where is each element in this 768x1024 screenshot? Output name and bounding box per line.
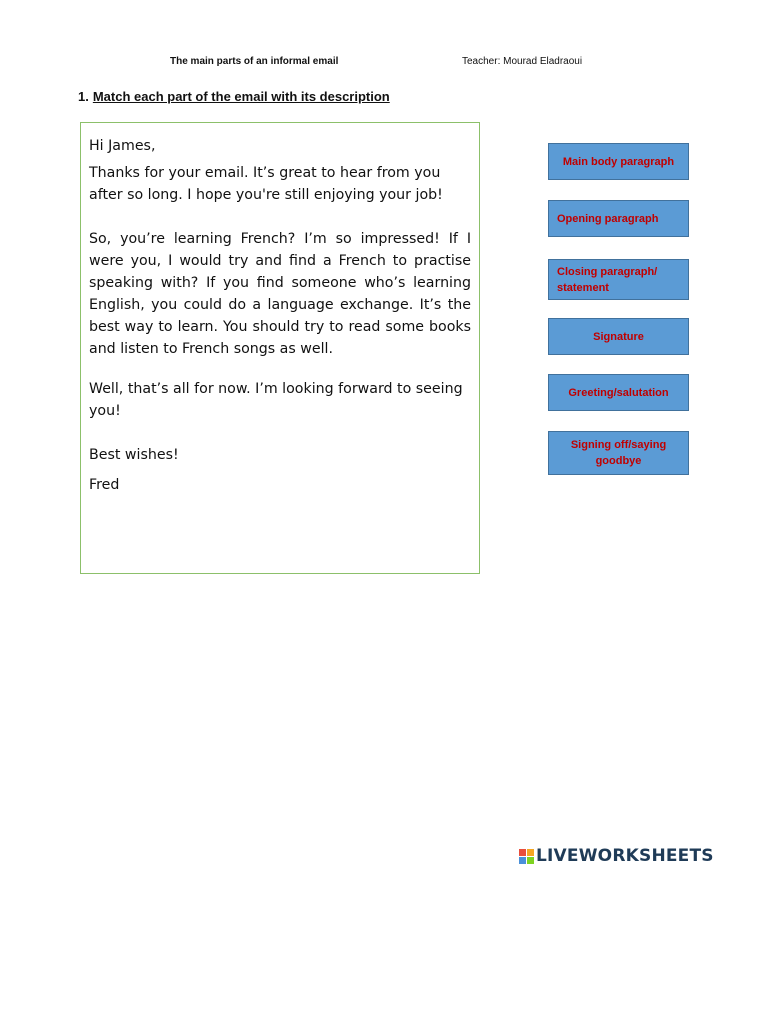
email-signature: Fred (89, 477, 120, 493)
email-closing-paragraph: Well, that’s all for now. I’m looking forward to seeing you! (89, 381, 463, 419)
email-greeting: Hi James, (89, 138, 156, 154)
liveworksheets-logo-text: LIVEWORKSHEETS (536, 846, 714, 866)
card-closing-paragraph[interactable]: Closing paragraph/ statement (548, 259, 689, 300)
email-opening-paragraph: Thanks for your email. It’s great to hear from you after so long. I hope you're still enjoying your job! (89, 165, 443, 203)
logo-square-3 (519, 857, 526, 864)
logo-square-4 (527, 857, 534, 864)
email-sign-off: Best wishes! (89, 447, 179, 463)
liveworksheets-logo (519, 846, 714, 866)
logo-square-2 (527, 849, 534, 856)
instruction (78, 89, 390, 104)
card-opening-paragraph[interactable]: Opening paragraph (548, 200, 689, 237)
liveworksheets-logo-icon (519, 849, 534, 864)
email-main-body-paragraph: So, you’re learning French? I’m so impressed! If I were you, I would try and find a French to practise speaking with? If you find someone who’s learning English, you could do a language exchange. It’s the best way to learn. You should try to read some books and listen to French songs as well. (89, 231, 471, 357)
card-signature[interactable]: Signature (548, 318, 689, 355)
card-signing-off[interactable]: Signing off/saying goodbye (548, 431, 689, 475)
card-greeting-salutation[interactable]: Greeting/salutation (548, 374, 689, 411)
email-box (80, 122, 480, 574)
worksheet-header-title: The main parts of an informal email (170, 56, 339, 67)
teacher-name: Teacher: Mourad Eladraoui (462, 56, 583, 67)
instruction-number: 1. (78, 89, 89, 104)
logo-square-1 (519, 849, 526, 856)
card-main-body-paragraph[interactable]: Main body paragraph (548, 143, 689, 180)
instruction-text: Match each part of the email with its description (92, 89, 390, 104)
